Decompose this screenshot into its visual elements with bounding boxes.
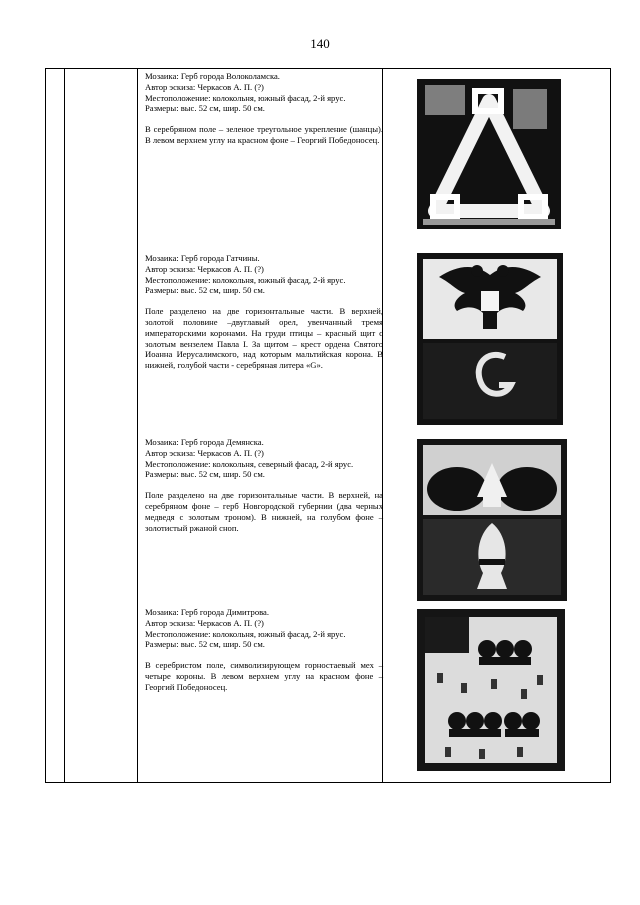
entry-size: Размеры: выс. 52 см, шир. 50 см. bbox=[145, 103, 265, 114]
entry-location: Местоположение: колокольня, северный фасад, 2-й ярус. bbox=[145, 458, 354, 469]
entry-dmitrov bbox=[145, 607, 383, 693]
entry-volokolamsk bbox=[145, 71, 383, 146]
mosaic-photo-gatchina bbox=[417, 253, 563, 425]
entry-author: Автор эскиза: Черкасов А. П. (?) bbox=[145, 81, 264, 92]
entry-demyansk bbox=[145, 437, 383, 533]
entry-title: Мозаика: Герб города Гатчины. bbox=[145, 253, 260, 263]
entry-description: В серебряном поле – зеленое треугольное укрепление (шанцы). В левом верхнем углу на красном фоне – Георгий Победоносец. bbox=[145, 124, 383, 145]
entry-author: Автор эскиза: Черкасов А. П. (?) bbox=[145, 263, 264, 274]
entry-author: Автор эскиза: Черкасов А. П. (?) bbox=[145, 617, 264, 628]
entry-description: Поле разделено на две горизонтальные части. В верхней, золотой половине –двуглавый орел, увенчанный тремя императорскими коронами. На груди птицы – красный щит с золотым вензелем Павла I. За щитом – крест ордена Святого Иоанна Иерусалимского, над которым мальтийская корона. В нижней, голубой части - серебряная литера «G». bbox=[145, 306, 383, 371]
entry-size: Размеры: выс. 52 см, шир. 50 см. bbox=[145, 639, 265, 650]
mosaic-photo-demyansk bbox=[417, 439, 567, 601]
entry-location: Местоположение: колокольня, южный фасад, 2-й ярус. bbox=[145, 92, 346, 103]
entry-title: Мозаика: Герб города Демянска. bbox=[145, 437, 264, 447]
catalog-table bbox=[45, 68, 611, 783]
entry-size: Размеры: выс. 52 см, шир. 50 см. bbox=[145, 469, 265, 480]
entry-location: Местоположение: колокольня, южный фасад, 2-й ярус. bbox=[145, 628, 346, 639]
entry-title: Мозаика: Герб города Волоколамска. bbox=[145, 71, 280, 81]
mosaic-photo-volokolamsk bbox=[417, 79, 561, 229]
entry-location: Местоположение: колокольня, южный фасад, 2-й ярус. bbox=[145, 274, 346, 285]
column-divider-1 bbox=[64, 69, 65, 782]
entry-description: В серебристом поле, символизирующем горностаевый мех – четыре короны. В левом верхнем углу на красном фоне – Георгий Победоносец. bbox=[145, 660, 383, 692]
entry-title: Мозаика: Герб города Димитрова. bbox=[145, 607, 270, 617]
page-number: 140 bbox=[310, 36, 330, 51]
column-divider-2 bbox=[137, 69, 138, 782]
entry-author: Автор эскиза: Черкасов А. П. (?) bbox=[145, 447, 264, 458]
entry-gatchina bbox=[145, 253, 383, 371]
entry-description: Поле разделено на две горизонтальные части. В верхней, на серебряном фоне – герб Новгородской губернии (два черных медведя с золотым троном). В нижней, на голубом фоне – золотистый ржаной сноп. bbox=[145, 490, 383, 533]
mosaic-photo-dmitrov bbox=[417, 609, 565, 771]
entry-size: Размеры: выс. 52 см, шир. 50 см. bbox=[145, 285, 265, 296]
